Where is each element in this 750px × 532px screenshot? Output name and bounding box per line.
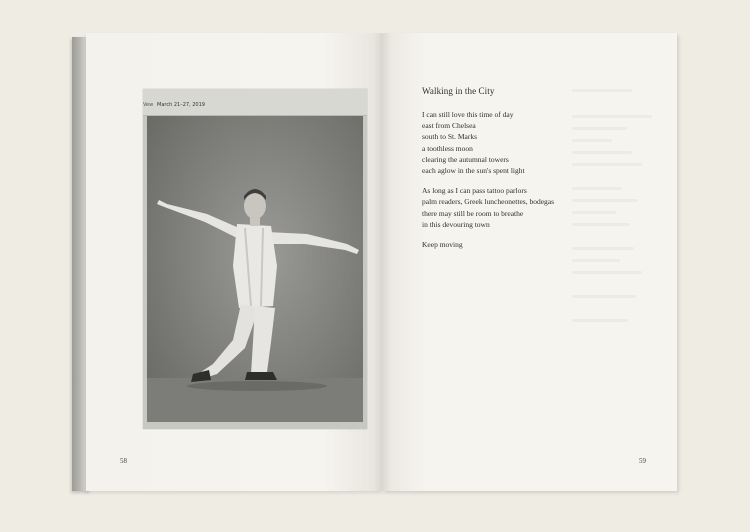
poem-line: Keep moving [422, 240, 463, 250]
poem [422, 86, 662, 259]
clipping-header [143, 89, 367, 116]
poem-line: As long as I can pass tattoo parlors [422, 186, 527, 196]
show-through-caption: · [292, 441, 294, 447]
clipping-tab-label: Vew [143, 102, 154, 108]
right-page [382, 33, 677, 491]
dancer-photograph [147, 116, 363, 422]
poem-stanza-3 [422, 239, 662, 250]
poem-line: I can still love this time of day [422, 110, 514, 119]
poem-line: south to St. Marks [422, 132, 478, 142]
left-page [86, 33, 382, 491]
clipping-date: March 21–27, 2019 [157, 102, 205, 108]
poem-title: Walking in the City [422, 86, 495, 96]
poem-line: east from Chelsea [422, 121, 476, 131]
page-number-left: 58 [120, 457, 127, 465]
poem-line: clearing the autumnal towers [422, 154, 509, 164]
open-book-spread [72, 33, 677, 491]
poem-line: each aglow in the sun's spent light [422, 166, 525, 176]
page-number-right: 59 [639, 457, 646, 465]
poem-line: in this devouring town [422, 219, 490, 229]
poem-line: a toothless moon [422, 143, 473, 153]
newspaper-clipping [143, 89, 367, 429]
poem-stanza-2 [422, 185, 662, 230]
poem-line: palm readers, Greek luncheonettes, bodegas [422, 197, 555, 207]
poem-stanza-1 [422, 109, 662, 176]
poem-line: there may still be room to breathe [422, 208, 524, 218]
